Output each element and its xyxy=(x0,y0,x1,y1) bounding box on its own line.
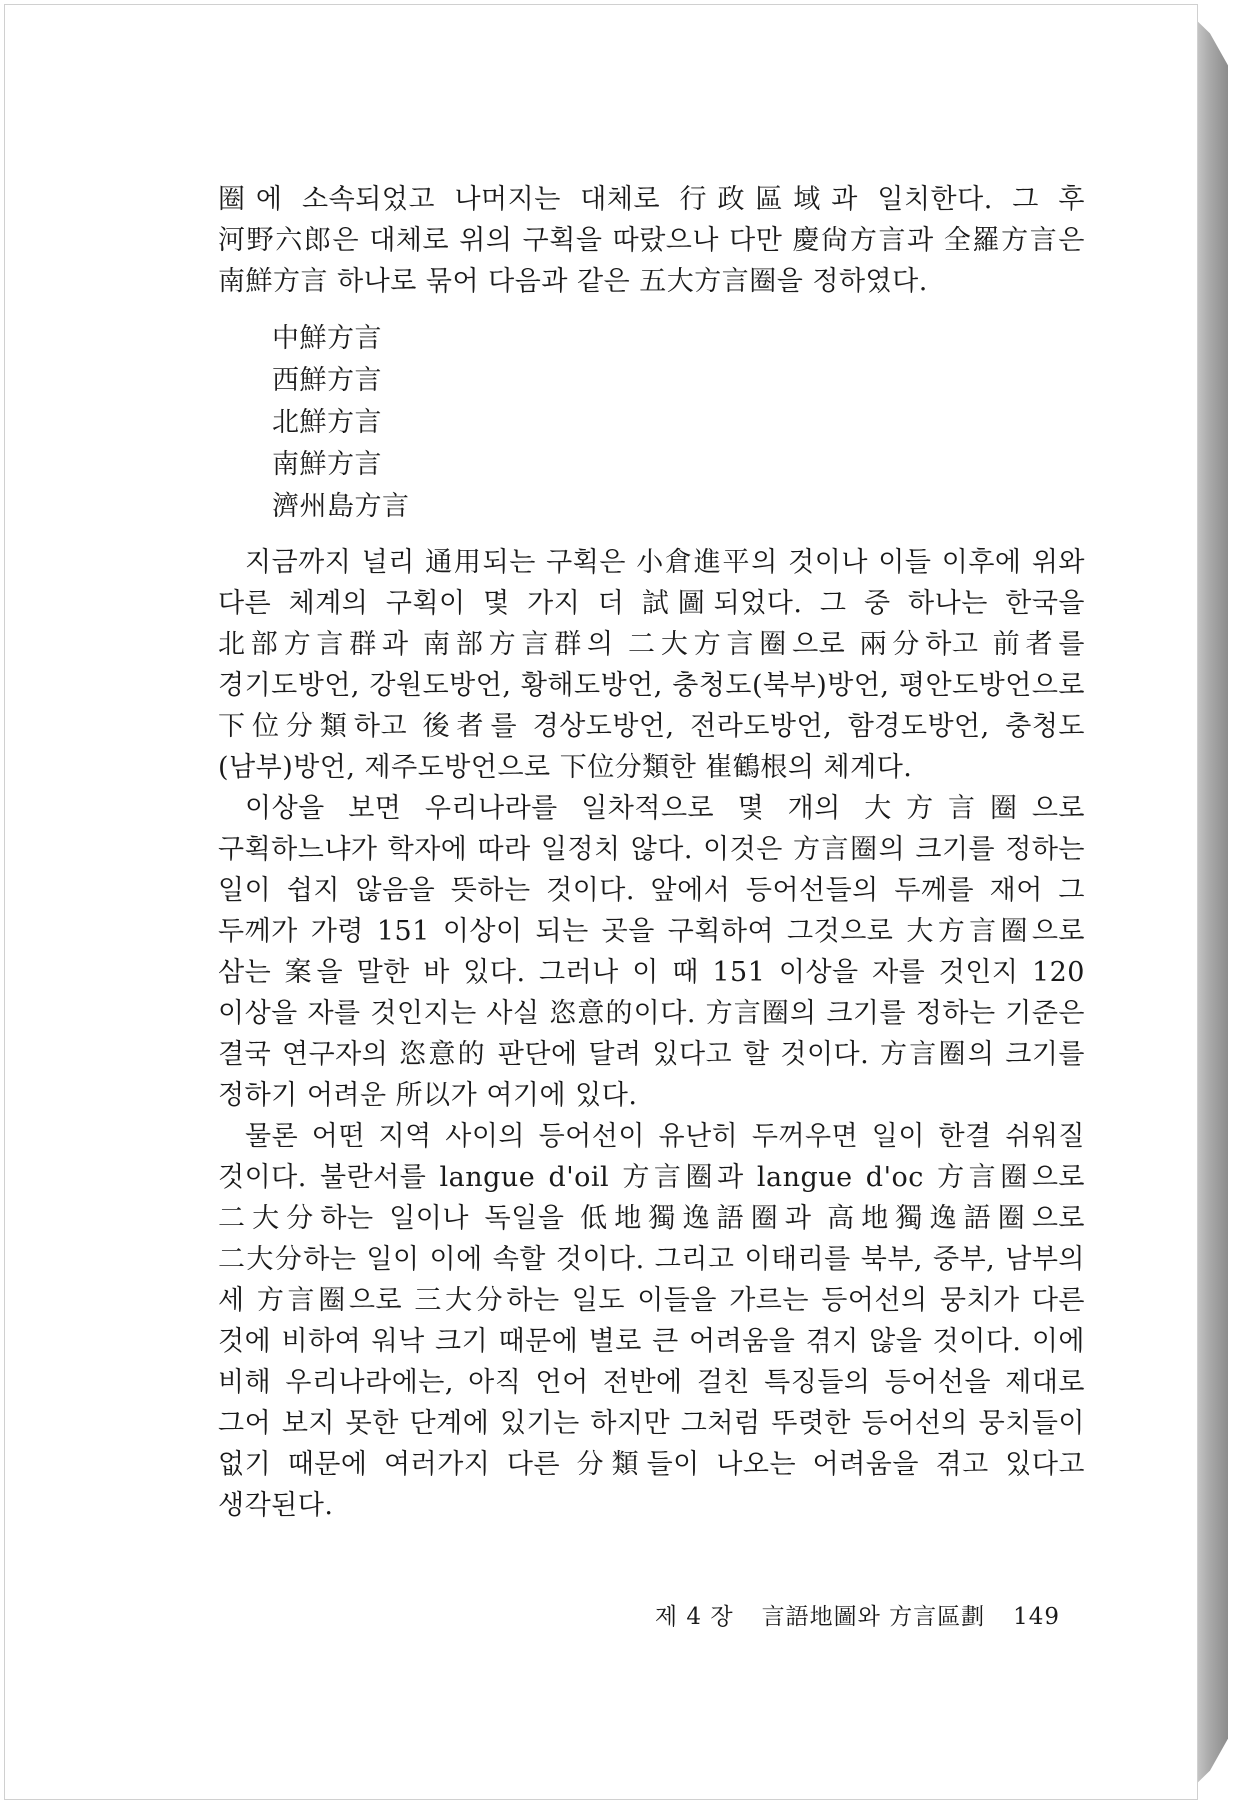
page-number: 149 xyxy=(1013,1604,1060,1630)
book-page xyxy=(4,4,1198,1800)
page-body xyxy=(218,179,1085,1526)
body-paragraph: 물론 어떤 지역 사이의 등어선이 유난히 두꺼우면 일이 한결 쉬워질 것이다. 불란서를 langue d'oil 方言圈과 langue d'oc 方言圈으로 二大分하는 일이나 독일을 低地獨逸語圈과 高地獨逸語圈으로 二大分하는 일이 이에 속할 것이다. 그리고 이태리를 북부, 중부, 남부의 세 方言圈으로 三大分하는 일도 이들을 가르는 등어선의 뭉치가 다른 것에 비하여 워낙 크기 때문에 별로 큰 어려움을 겪지 않을 것이다. 이에 비해 우리나라에는, 아직 언어 전반에 걸친 특징들의 등어선을 제대로 그어 보지 못한 단계에 있기는 하지만 그처럼 뚜렷한 등어선의 뭉치들이 없기 때문에 여러가지 다른 分類들이 나오는 어려움을 겪고 있다고 생각된다. xyxy=(218,1121,1085,1521)
running-footer xyxy=(605,1598,1060,1631)
footer-chapter-title: 言語地圖와 方言區劃 xyxy=(761,1604,986,1630)
dialect-list xyxy=(272,318,1085,528)
footer-chapter: 제 4 장 xyxy=(654,1604,734,1630)
intro-paragraph: 圈에 소속되었고 나머지는 대체로 行政區域과 일치한다. 그 후 河野六郎은 대체로 위의 구획을 따랐으나 다만 慶尙方言과 全羅方言은 南鮮方言 하나로 묶어 다음과 같은 五大方言圈을 정하였다. xyxy=(218,184,1085,297)
body-paragraph: 지금까지 널리 通用되는 구획은 小倉進平의 것이나 이들 이후에 위와 다른 체계의 구획이 몇 가지 더 試圖되었다. 그 중 하나는 한국을 北部方言群과 南部方言群의 二大方言圈으로 兩分하고 前者를 경기도방언, 강원도방언, 황해도방언, 충청도(북부)방언, 평안도방언으로 下位分類하고 後者를 경상도방언, 전라도방언, 함경도방언, 충청도(남부)방언, 제주도방언으로 下位分類한 崔鶴根의 체계다. xyxy=(218,547,1085,783)
dialect-item: 濟州島方言 xyxy=(272,491,410,522)
dialect-item: 西鮮方言 xyxy=(272,365,382,396)
dialect-item: 中鮮方言 xyxy=(272,323,382,354)
dialect-item: 南鮮方言 xyxy=(272,449,382,480)
dialect-item: 北鮮方言 xyxy=(272,407,382,438)
body-paragraph: 이상을 보면 우리나라를 일차적으로 몇 개의 大方言圈으로 구획하느냐가 학자에 따라 일정치 않다. 이것은 方言圈의 크기를 정하는 일이 쉽지 않음을 뜻하는 것이다. 앞에서 등어선들의 두께를 재어 그 두께가 가령 151 이상이 되는 곳을 구획하여 그것으로 大方言圈으로 삼는 案을 말한 바 있다. 그러나 이 때 151 이상을 자를 것인지 120 이상을 자를 것인지는 사실 恣意的이다. 方言圈의 크기를 정하는 기준은 결국 연구자의 恣意的 판단에 달려 있다고 할 것이다. 方言圈의 크기를 정하기 어려운 所以가 여기에 있다. xyxy=(218,793,1085,1111)
